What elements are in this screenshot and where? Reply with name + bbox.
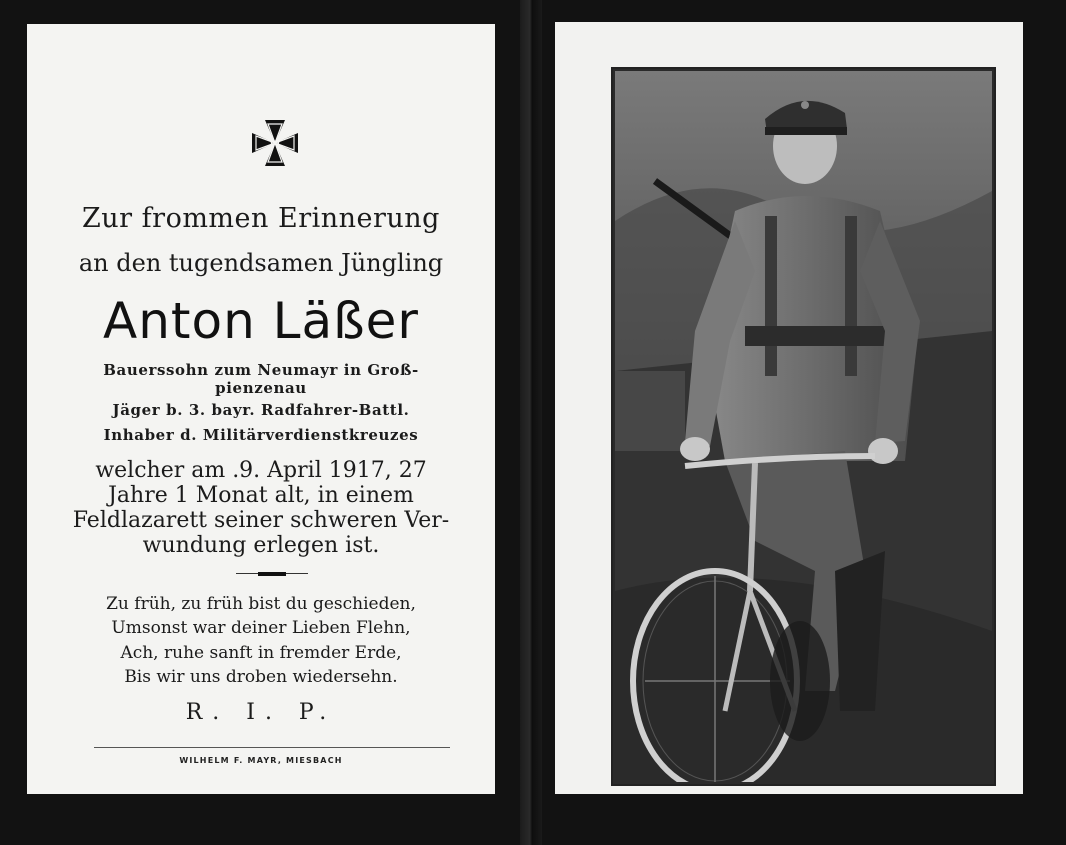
cross-letter: W xyxy=(270,140,280,150)
card-fold xyxy=(520,0,542,845)
death-text-line: wundung erlegen ist. xyxy=(142,533,380,558)
verse-line: Ach, ruhe sanft in fremder Erde, xyxy=(120,643,402,663)
memorial-subheading: an den tugendsamen Jüngling xyxy=(78,249,444,277)
verse-line: Bis wir uns droben wiedersehn. xyxy=(124,667,398,687)
soldier-on-bicycle-photo xyxy=(615,71,992,782)
death-text-line: Jahre 1 Monat alt, in einem xyxy=(108,483,414,508)
printer-imprint: WILHELM F. MAYR, MIESBACH xyxy=(179,756,343,765)
detail-line: Inhaber d. Militärverdienstkreuzes xyxy=(103,426,419,444)
iron-cross-icon xyxy=(248,116,302,170)
death-text-line: welcher am .9. April 1917, 27 xyxy=(95,458,427,483)
death-text-line: Feldlazarett seiner schweren Ver- xyxy=(72,508,450,533)
printer-rule xyxy=(94,747,450,748)
deceased-name: Anton Läßer xyxy=(103,292,419,350)
verse-line: Umsonst war deiner Lieben Flehn, xyxy=(111,618,411,638)
rip-text: R. I. P. xyxy=(185,700,337,725)
detail-line: Jäger b. 3. bayr. Radfahrer-Battl. xyxy=(112,401,410,419)
detail-line: Bauerssohn zum Neumayr in Groß- xyxy=(103,361,419,379)
ornamental-divider xyxy=(236,572,308,575)
detail-line: pienzenau xyxy=(215,379,307,397)
memorial-heading: Zur frommen Erinnerung xyxy=(82,203,440,234)
verse-line: Zu früh, zu früh bist du geschieden, xyxy=(106,594,416,614)
